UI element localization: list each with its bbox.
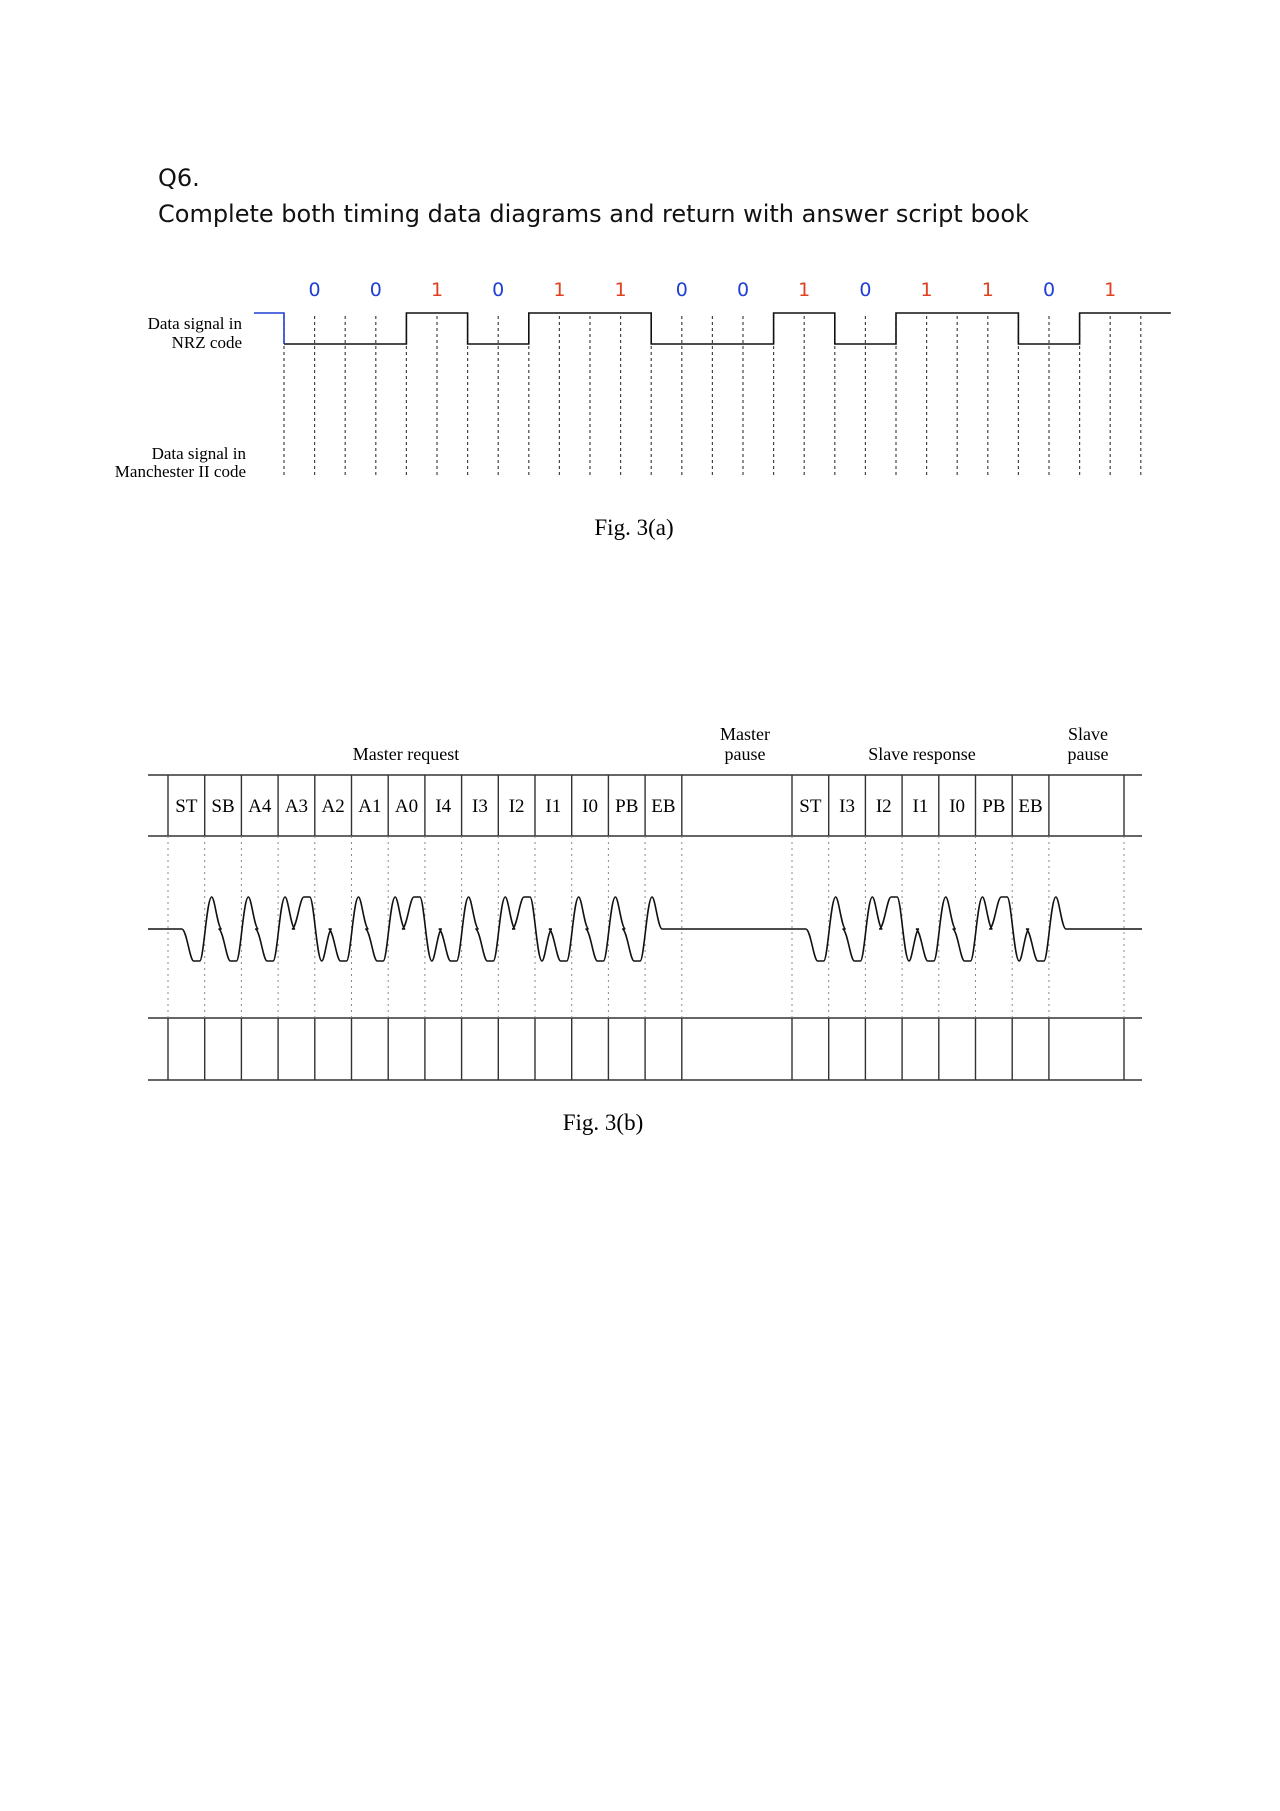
slave-pause-label-line2: pause xyxy=(1067,744,1109,764)
bit-label: 1 xyxy=(553,279,566,301)
master-field-label: A2 xyxy=(321,796,345,817)
nrz-label-line2: NRZ code xyxy=(171,333,242,352)
master-field-label: I2 xyxy=(508,796,525,817)
slave-pause-label-line1: Slave xyxy=(1068,724,1108,744)
bit-label: 0 xyxy=(308,279,321,301)
fig-3a-gridlines xyxy=(284,316,1141,478)
master-field-label: I1 xyxy=(545,796,562,817)
master-field-label: ST xyxy=(175,796,198,817)
slave-field-label: I3 xyxy=(839,796,855,817)
master-field-label: A4 xyxy=(248,796,272,817)
slave-field-label: I2 xyxy=(875,796,892,817)
slave-field-label: I1 xyxy=(912,796,929,817)
master-field-label: I3 xyxy=(472,796,488,817)
master-request-label: Master request xyxy=(352,744,460,764)
master-pause-label-line1: Master xyxy=(720,724,770,744)
bit-label: 0 xyxy=(1042,279,1056,301)
slave-field-label: PB xyxy=(982,796,1006,817)
slave-field-label: EB xyxy=(1018,796,1043,817)
bit-label: 1 xyxy=(614,279,627,301)
fig-3a-bit-labels xyxy=(309,279,1117,301)
bit-label: 1 xyxy=(798,279,811,301)
bit-label: 1 xyxy=(1104,279,1117,301)
nrz-lead-edge xyxy=(254,313,284,344)
master-field-label: I0 xyxy=(582,796,598,817)
bit-label: 0 xyxy=(675,279,688,301)
question-instruction: Complete both timing data diagrams and return with answer script book xyxy=(158,200,1029,228)
fig-3b xyxy=(148,724,1142,1135)
manchester-label-line1: Data signal in xyxy=(151,444,246,463)
nrz-waveform xyxy=(284,313,1171,344)
master-field-label: PB xyxy=(615,796,639,817)
fig-3b-caption: Fig. 3(b) xyxy=(562,1110,644,1135)
master-field-label: A0 xyxy=(394,796,419,817)
nrz-label-line1: Data signal in xyxy=(147,314,242,333)
slave-field-label: ST xyxy=(799,796,822,817)
bit-label: 1 xyxy=(430,279,444,301)
bit-label: 0 xyxy=(369,279,382,301)
fig-3a-caption: Fig. 3(a) xyxy=(594,515,674,540)
master-field-label: A1 xyxy=(358,796,382,817)
question-number: Q6. xyxy=(158,164,200,192)
master-field-label: I4 xyxy=(435,796,452,817)
slave-field-label: I0 xyxy=(949,796,966,817)
fig-3a xyxy=(115,279,1171,540)
bit-label: 1 xyxy=(981,279,994,301)
slave-response-label: Slave response xyxy=(868,744,976,764)
bit-label: 0 xyxy=(492,279,505,301)
master-pause-label-line2: pause xyxy=(724,744,766,764)
bit-label: 1 xyxy=(920,279,933,301)
bit-label: 0 xyxy=(736,279,750,301)
manchester-label-line2: Manchester II code xyxy=(114,462,246,481)
master-field-label: SB xyxy=(211,796,235,817)
bit-label: 0 xyxy=(859,279,872,301)
master-field-label: A3 xyxy=(284,796,309,817)
master-field-label: EB xyxy=(651,796,676,817)
